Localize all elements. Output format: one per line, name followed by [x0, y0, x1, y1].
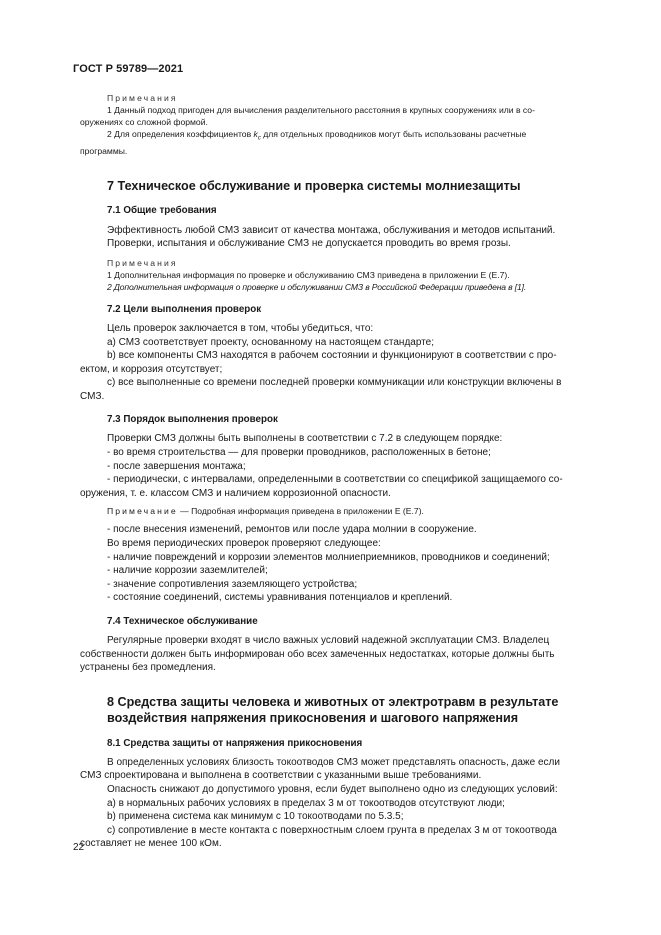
coefficient-subscript: c	[257, 135, 261, 142]
section-7-3-check-1: - наличие повреждений и коррозии элементов молниеприемников, проводников и соединений;	[107, 551, 550, 563]
section-7-3-note-text: — Подробная информация приведена в приложении Е (Е.7).	[177, 506, 424, 517]
notes-title: Примечания	[107, 93, 178, 103]
section-7-3-check-4: - состояние соединений, системы уравнивания потенциалов и креплений.	[107, 592, 453, 604]
note-1-line-1: 1 Данный подход пригоден для вычисления разделительного расстояния в крупных сооружениях или в со-	[107, 105, 535, 115]
section-7-1-para-2: Проверки, испытания и обслуживание СМЗ не допускается проводить во время грозы.	[107, 238, 511, 250]
note-2-text-pre: 2 Для определения коэффициентов	[107, 129, 254, 139]
section-7-3-check-3: - значение сопротивления заземляющего устройства;	[107, 578, 358, 590]
section-7-4-title: 7.4 Техническое обслуживание	[107, 616, 258, 627]
section-7-2-item-b-line-1: b) все компоненты СМЗ находятся в рабочем состоянии и функционируют в соответствии с про-	[107, 350, 557, 362]
section-7-1-title: 7.1 Общие требования	[107, 204, 217, 216]
section-7-1-para-1: Эффективность любой СМЗ зависит от качества монтажа, обслуживания и методов испытаний.	[107, 224, 556, 236]
page-content	[80, 92, 615, 851]
section-7-2-item-a: а) СМЗ соответствует проекту, основанному на настоящем стандарте;	[107, 336, 435, 348]
section-7-3-para-2: Во время периодических проверок проверяют следующее:	[107, 538, 381, 550]
section-8-1-item-c-line-1: с) сопротивление в месте контакта с поверхностным слоем грунта в пределах 3 м от токоотвода	[107, 824, 557, 836]
section-7-1-note-2: 2 Дополнительная информация о проверке и обслуживании СМЗ в Российской Федерации приведена в [1].	[107, 281, 527, 292]
note-2-text-post: для отдельных проводников могут быть использованы расчетные	[260, 129, 527, 139]
section-7-1-note-1: 1 Дополнительная информация по проверке и обслуживанию СМЗ приведена в приложении Е (Е.7).	[107, 269, 510, 280]
section-7-4-para-line-2: собственности должен быть информирован обо всех замеченных недостатках, которые должны быть	[80, 648, 555, 660]
section-7-3-check-2: - наличие коррозии заземлителей;	[107, 565, 268, 577]
section-7-3-note-label: Примечание	[107, 506, 178, 517]
section-7-title: 7 Техническое обслуживание и проверка системы молниезащиты	[107, 178, 521, 193]
note-2-line-2: программы.	[80, 145, 128, 156]
document-header: ГОСТ Р 59789—2021	[73, 63, 184, 75]
section-8-1-item-a: а) в нормальных рабочих условиях в пределах 3 м от токоотводов отсутствуют люди;	[107, 797, 505, 809]
section-7-3-list-1: - во время строительства — для проверки проводников, расположенных в бетоне;	[107, 447, 491, 459]
section-8-1-item-b: b) применена система как минимум с 10 токоотводами по 5.3.5;	[107, 811, 404, 823]
section-7-4-para-line-1: Регулярные проверки входят в число важных условий надежной эксплуатации СМЗ. Владелец	[107, 635, 550, 646]
note-1-line-2: оружениях со сложной формой.	[80, 117, 208, 127]
note-2-line-1	[107, 128, 615, 145]
section-8-1-para-1-line-2: СМЗ спроектирована и выполнена в соответствии с указанными выше требованиями.	[80, 770, 482, 782]
section-7-3-para-1: Проверки СМЗ должны быть выполнены в соответствии с 7.2 в следующем порядке:	[107, 433, 503, 445]
section-8-title-line-2: воздействия напряжения прикосновения и шагового напряжения	[107, 710, 519, 725]
section-7-4-para-line-3: устранены без промедления.	[80, 662, 216, 674]
section-8-1-title: 8.1 Средства защиты от напряжения прикосновения	[107, 737, 363, 749]
section-7-3-list-2: - после завершения монтажа;	[107, 460, 246, 472]
section-7-1-notes-title: Примечания	[107, 257, 178, 268]
section-7-2-para-1: Цель проверок заключается в том, чтобы убедиться, что:	[107, 322, 374, 334]
page-number: 22	[73, 842, 85, 853]
section-8-1-item-c-line-2: составляет не менее 100 кОм.	[80, 838, 222, 850]
section-7-3-list-3-line-1: - периодически, с интервалами, определенными в соответствии со спецификой защищаемого со-	[107, 474, 563, 486]
section-7-2-item-b-line-2: ектом, и коррозия отсутствует;	[80, 363, 223, 375]
section-7-3-list-3-line-2: оружения, т. е. классом СМЗ и наличием коррозионной опасности.	[80, 487, 391, 499]
section-7-3-title: 7.3 Порядок выполнения проверок	[107, 414, 278, 426]
coefficient-symbol: k	[253, 129, 258, 139]
section-8-title-line-1: 8 Средства защиты человека и животных от электротравм в результате	[107, 694, 559, 709]
section-7-3-note	[107, 505, 615, 517]
section-7-3-list-4: - после внесения изменений, ремонтов или после удара молнии в сооружение.	[107, 524, 477, 536]
section-8-1-para-1-line-1: В определенных условиях близость токоотводов СМЗ может представлять опасность, даже если	[107, 756, 560, 768]
section-8-1-para-2: Опасность снижают до допустимого уровня, если будет выполнено одно из следующих условий:	[107, 783, 558, 795]
section-7-2-title: 7.2 Цели выполнения проверок	[107, 303, 262, 315]
section-7-2-item-c-line-1: с) все выполненные со времени последней проверки коммуникации или конструкции включены в	[107, 377, 562, 389]
section-7-2-item-c-line-2: СМЗ.	[80, 390, 105, 402]
